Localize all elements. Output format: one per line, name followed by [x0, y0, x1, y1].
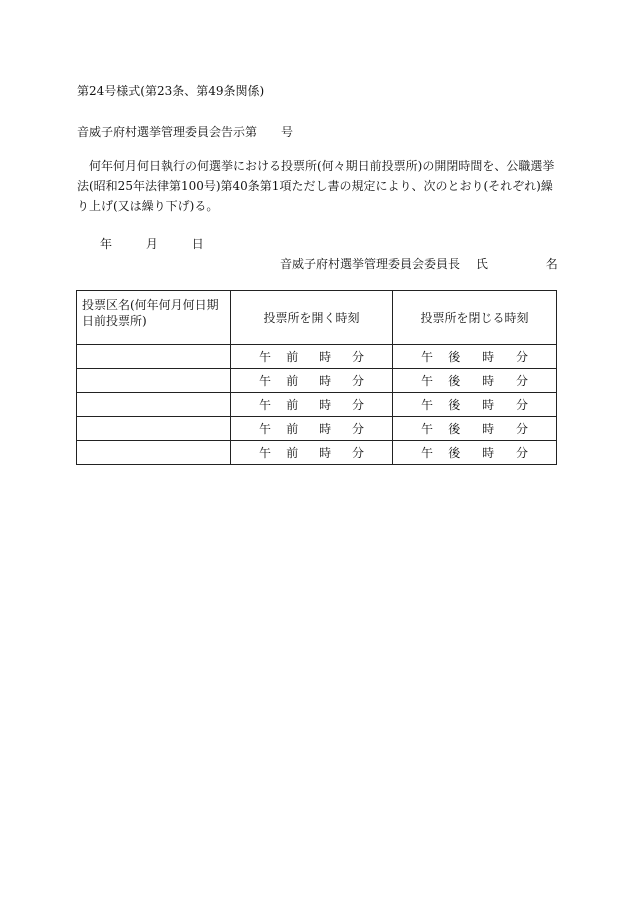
form-number: 第24号様式(第23条、第49条関係)	[77, 84, 265, 98]
open-gozen-4: 午 前	[259, 421, 299, 436]
close-hour-label: 時	[482, 445, 495, 460]
table-row	[77, 393, 557, 417]
header-open-time: 投票所を開く時刻	[231, 291, 393, 345]
close-minute-label: 分	[515, 397, 528, 412]
close-minute-label: 分	[515, 445, 528, 460]
open-time-cell	[231, 369, 393, 393]
open-gozen-2: 午 前	[259, 373, 299, 388]
open-hour-label: 時	[319, 373, 332, 388]
header-district-name: 投票区名(何年何月何日期日前投票所)	[77, 291, 231, 345]
date-year: 年	[100, 237, 113, 251]
district-name-cell	[77, 441, 231, 465]
close-minute-label: 分	[515, 373, 528, 388]
polling-hours-table	[76, 290, 557, 465]
notice-body-text: 何年何月何日執行の何選挙における投票所(何々期日前投票所)の開閉時間を、公職選挙法(昭和25年法律第100号)第40条第1項ただし書の規定により、次のとおり(それぞれ)繰り上げ(又は繰り下げ)る。	[77, 159, 555, 213]
notice-title: 音威子府村選挙管理委員会告示第 号	[77, 125, 294, 139]
district-name-cell	[77, 417, 231, 441]
close-gogo-4: 午 後	[421, 421, 461, 436]
district-name-cell	[77, 393, 231, 417]
table-row	[77, 369, 557, 393]
close-hour-label: 時	[482, 373, 495, 388]
close-time-cell	[393, 369, 557, 393]
close-hour-label: 時	[482, 397, 495, 412]
signature-line	[280, 256, 558, 272]
open-time-cell	[231, 441, 393, 465]
open-hour-label: 時	[319, 397, 332, 412]
district-name-cell	[77, 369, 231, 393]
close-minute-label: 分	[515, 349, 528, 364]
open-minute-label: 分	[351, 445, 364, 460]
open-minute-label: 分	[351, 421, 364, 436]
close-gogo-2: 午 後	[421, 373, 461, 388]
signature-shi: 氏	[475, 257, 488, 271]
close-time-cell	[393, 417, 557, 441]
open-hour-label: 時	[319, 421, 332, 436]
close-gogo-5: 午 後	[421, 445, 461, 460]
open-minute-label: 分	[351, 373, 364, 388]
close-time-cell	[393, 441, 557, 465]
table-row	[77, 417, 557, 441]
table-row	[77, 441, 557, 465]
close-time-cell	[393, 345, 557, 369]
date-line	[100, 236, 204, 252]
open-minute-label: 分	[351, 349, 364, 364]
open-time-cell	[231, 417, 393, 441]
open-gozen-5: 午 前	[259, 445, 299, 460]
open-minute-label: 分	[351, 397, 364, 412]
open-gozen-3: 午 前	[259, 397, 299, 412]
signature-mei: 名	[545, 257, 558, 271]
date-day: 日	[191, 237, 204, 251]
close-gogo-3: 午 後	[421, 397, 461, 412]
open-hour-label: 時	[319, 445, 332, 460]
close-hour-label: 時	[482, 349, 495, 364]
open-hour-label: 時	[319, 349, 332, 364]
close-time-cell	[393, 393, 557, 417]
open-time-cell	[231, 393, 393, 417]
open-time-cell	[231, 345, 393, 369]
table-row	[77, 345, 557, 369]
close-minute-label: 分	[515, 421, 528, 436]
open-gozen-1: 午 前	[259, 349, 299, 364]
date-month: 月	[145, 237, 158, 251]
close-gogo-1: 午 後	[421, 349, 461, 364]
table-header-row	[77, 291, 557, 345]
header-close-time: 投票所を閉じる時刻	[393, 291, 557, 345]
signature-title: 音威子府村選挙管理委員会委員長	[280, 257, 461, 271]
district-name-cell	[77, 345, 231, 369]
close-hour-label: 時	[482, 421, 495, 436]
